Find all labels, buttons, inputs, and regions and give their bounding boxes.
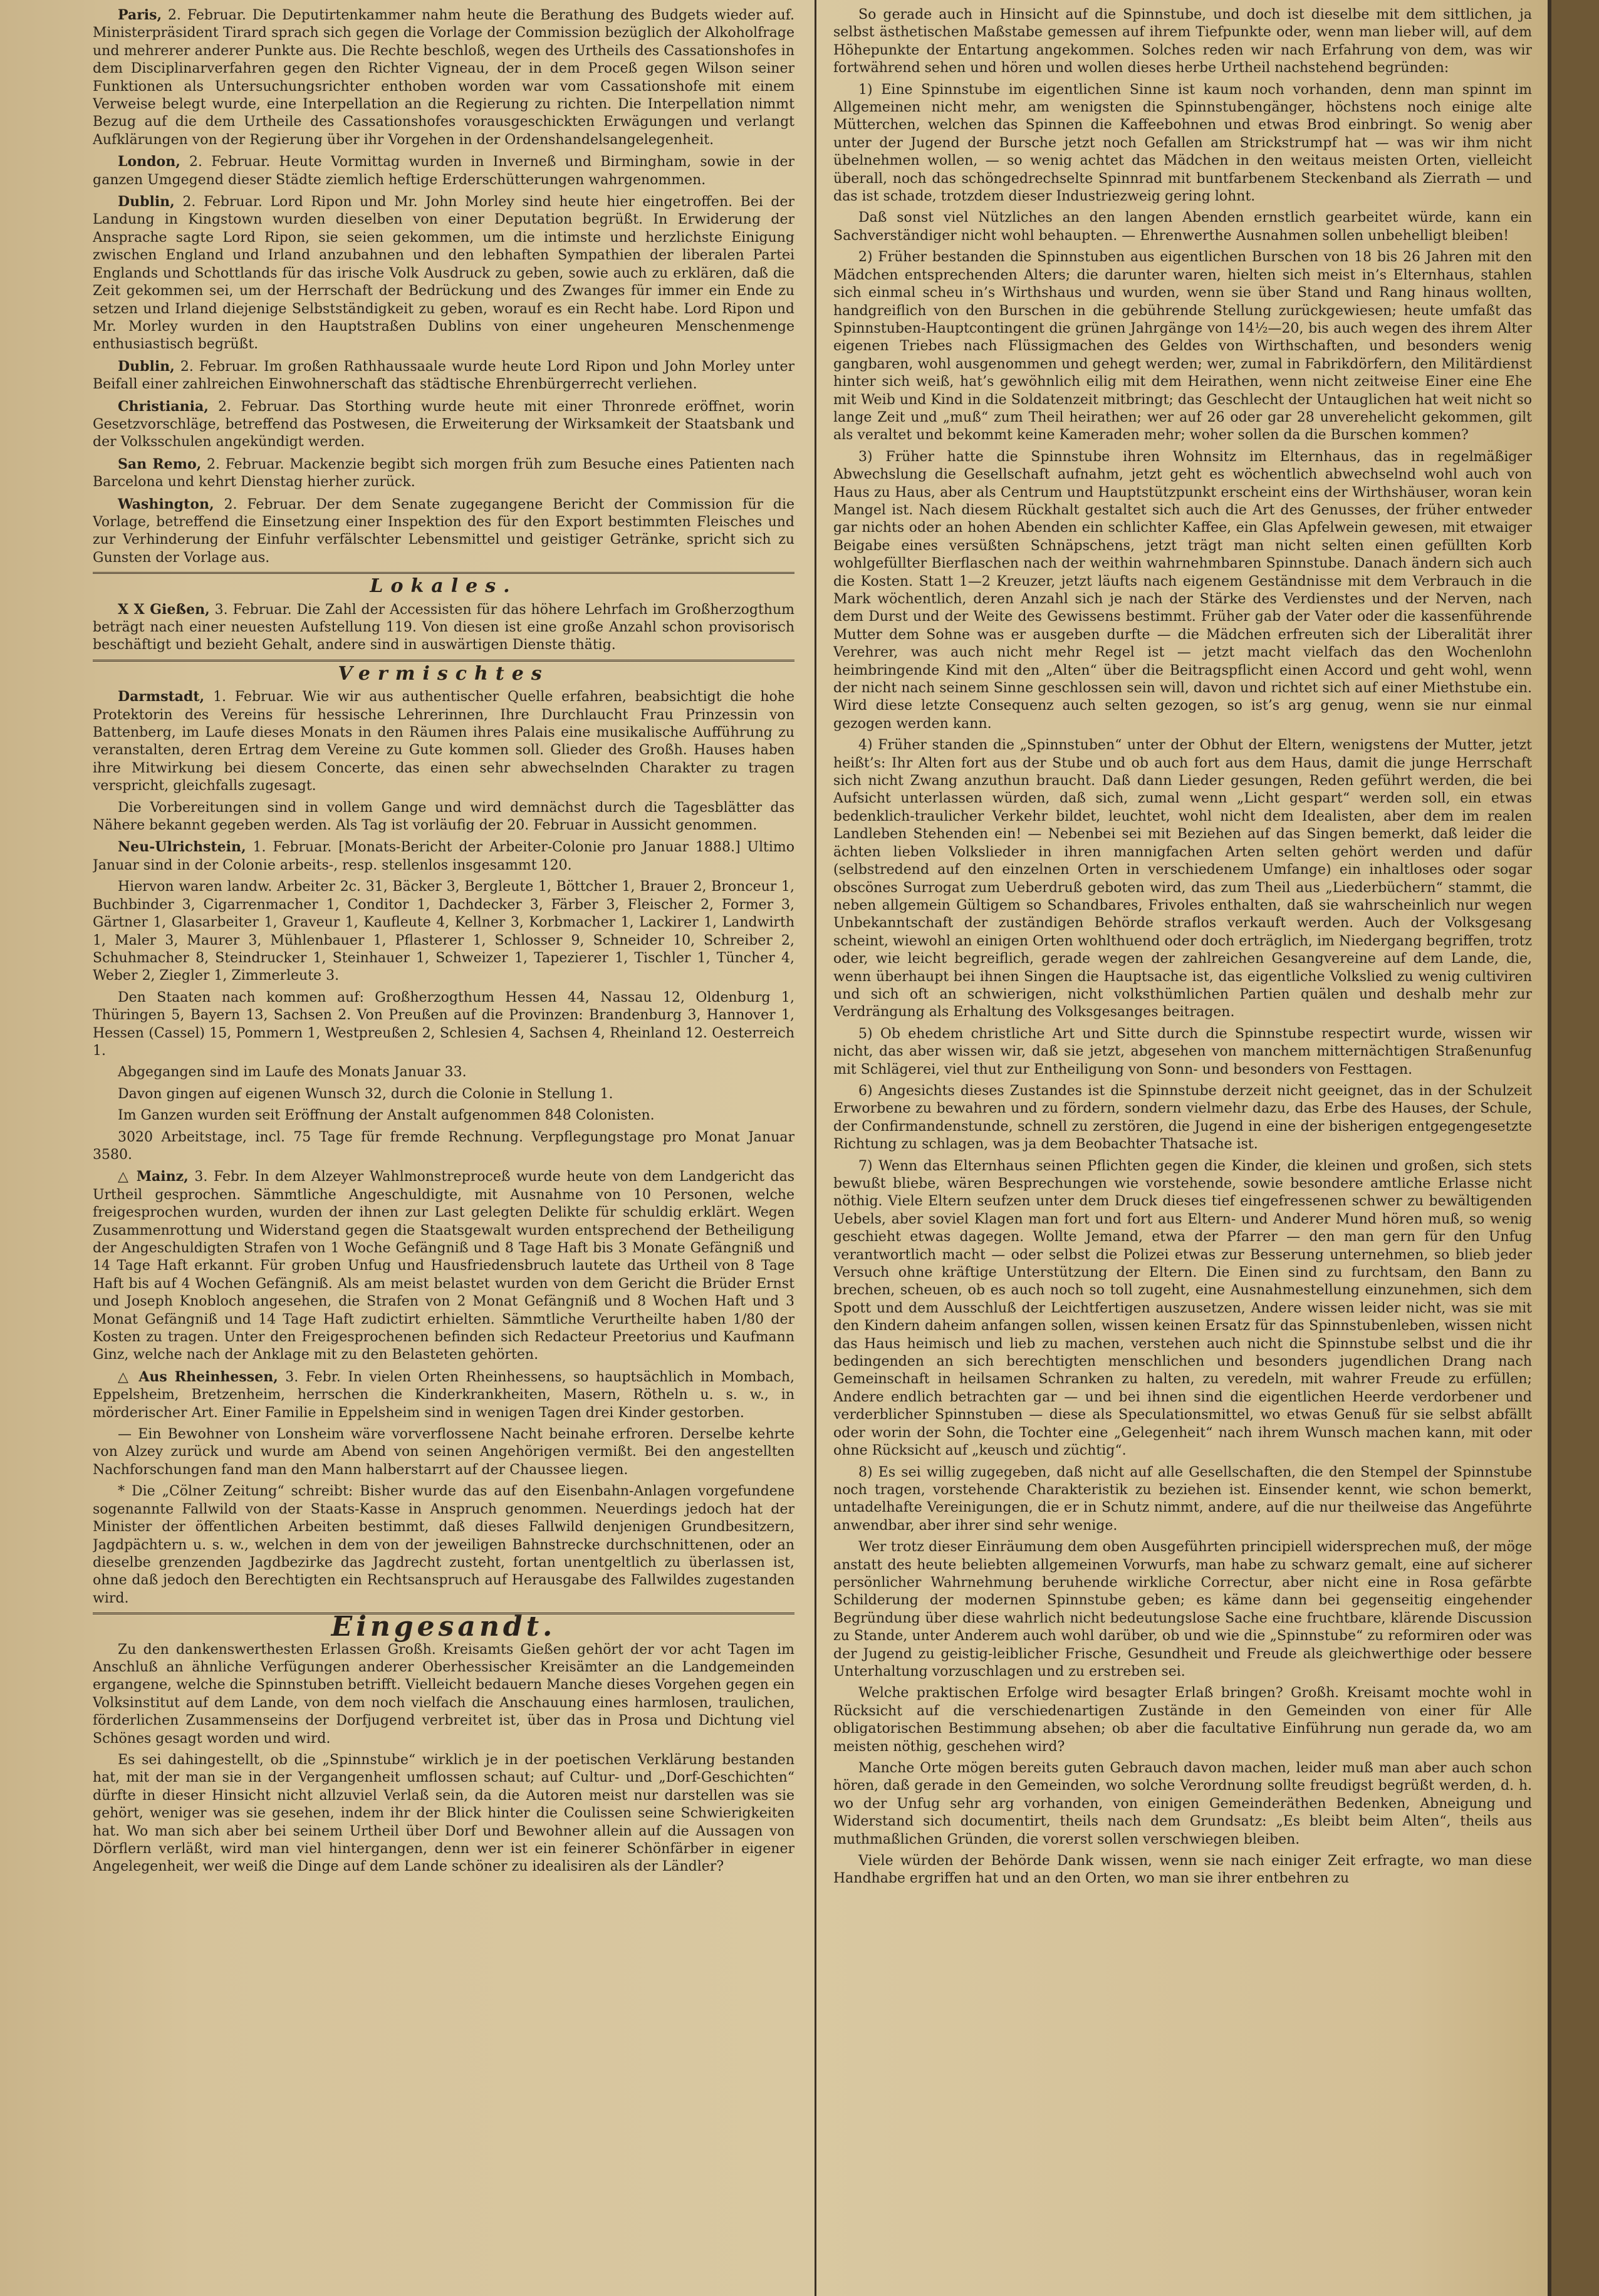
- eingesandt-section: [93, 1641, 794, 1876]
- dateline-place: X X Gießen,: [118, 601, 210, 618]
- article-paragraph: Zu den dankenswerthesten Erlassen Großh. Kreisamts Gießen gehört der vor acht Tagen im Anschluß an ähnliche Verfügungen anderer Oberhessischer Kreisämter an die Landgemeinden ergangene, welche die Spinnstuben betrifft. Vielleicht bedauern Manche dieses Vorgehen gegen ein Volksinstitut auf dem Lande, von dem noch vielfach die Anschauung eines harmlosen, traulichen, förderlichen Zusammenseins der Dorfjugend verbreitet ist, über das in Prosa und Dichtung viel Schönes gesagt worden und wird.: [93, 1641, 794, 1747]
- news-item: [93, 1086, 794, 1103]
- dateline-place: △ Mainz,: [118, 1168, 189, 1185]
- news-text: 1. Februar. [Monats-Bericht der Arbeiter-Colonie pro Januar 1888.] Ultimo Januar sind in der Colonie arbeits-, resp. stellenlos insgesammt 120.: [93, 839, 794, 873]
- news-text: * Die „Cölner Zeitung“ schreibt: Bisher wurde das auf den Eisenbahn-Anlagen vorgefundene sogenannte Fallwild von der Staats-Kasse in Anspruch genommen. Neuerdings jedoch hat der Minister der öffentlichen Arbeiten bestimmt, daß dieses Fallwild denjenigen Grundbesitzern, Jagdpächtern u. s. w., welchen in dem von der jeweiligen Bahnstrecke durchschnittenen, oder an dieselbe grenzenden Jagdbezirke das Jagdrecht zusteht, fortan unentgeltlich zu überlassen ist, ohne daß jedoch den Berechtigten ein Rechtsanspruch auf Herausgabe des Fallwildes zugestanden wird.: [93, 1483, 794, 1606]
- news-item: [93, 838, 794, 875]
- eingesandt-heading: Eingesandt.: [331, 1611, 556, 1643]
- news-item: [93, 688, 794, 795]
- article-paragraph: 6) Angesichts dieses Zustandes ist die Spinnstube derzeit nicht geeignet, das in der Schulzeit Erworbene zu bewahren und zu fördern, sondern vielmehr dazu, das Erbe des Hauses, der Schule, der Confirmandenstunde, schnell zu zerstören, die Jugend in eine der bisherigen entgegengesetzte Richtung zu schlagen, was ja dem Beobachter Thatsache ist.: [833, 1083, 1532, 1153]
- news-item: [93, 398, 794, 452]
- news-item: [93, 193, 794, 354]
- article-paragraph: 8) Es sei willig zugegeben, daß nicht auf alle Gesellschaften, die den Stempel der Spinnstube noch tragen, vorstehende Charakteristik zu beziehen ist. Einsender kennt, wie schon bemerkt, untadelhafte Vereinigungen, die er in Schutz nimmt, andere, auf die nur theilweise das Angeführte anwendbar, aber ihrer sind sehr wenige.: [833, 1464, 1532, 1534]
- news-text: — Ein Bewohner von Lonsheim wäre vorverflossene Nacht beinahe erfroren. Derselbe kehrte von Alzey zurück und wurde am Abend von seinen Angehörigen vermißt. Bei den angestellten Nachforschungen fand man den Mann halberstarrt auf der Chaussee liegen.: [93, 1426, 794, 1478]
- section-rule: [93, 660, 794, 662]
- news-text: Abgegangen sind im Laufe des Monats Januar 33.: [118, 1064, 467, 1081]
- dateline-place: △ Aus Rheinhessen,: [118, 1368, 278, 1385]
- article-paragraph: 5) Ob ehedem christliche Art und Sitte durch die Spinnstube respectirt wurde, wissen wir nicht, das aber wissen wir, daß sie jetzt, abgesehen von manchem mitternächtigen Straßenunfug mit Schlägerei, viel thut zur Entheiligung von Sonn- und besonders von Festtagen.: [833, 1026, 1532, 1078]
- news-item: [93, 6, 794, 149]
- section-rule: [93, 572, 794, 574]
- article-paragraph: So gerade auch in Hinsicht auf die Spinnstube, und doch ist dieselbe mit dem sittlichen, ja selbst ästhetischen Maßstabe gemessen auf ihrem Tiefpunkte oder, wenn man lieber will, auf dem Höhepunkte der Entartung angekommen. Solches reden wir nach Erfahrung von dem, was wir fortwährend sehen und hören und wollen dieses herbe Urtheil nachstehend begründen:: [833, 7, 1532, 76]
- article-paragraph: Welche praktischen Erfolge wird besagter Erlaß bringen? Großh. Kreisamt mochte wohl in Rücksicht auf die verschiedenartigen Zustände in den Gemeinden von einer für Alle obligatorischen Bestimmung absehen; ob aber die facultative Einführung nun gerade da, wo am meisten nöthig, geschehen wird?: [833, 1685, 1532, 1755]
- eingesandt-continuation: [833, 6, 1532, 1888]
- news-item: [93, 1368, 794, 1422]
- news-item: [93, 989, 794, 1061]
- article-paragraph: 7) Wenn das Elternhaus seinen Pflichten gegen die Kinder, die kleinen und großen, sich stets bewußt bliebe, wären Besprechungen wie vorstehende, sowie besondere amtliche Erlasse nicht nöthig. Viele Eltern seufzen unter dem Druck dieses tief eingefressenen schwer zu bewältigenden Uebels, aber soviel Klagen man fort und fort aus Eltern- und Anderer Mund hören muß, so wenig geschieht etwas dagegen. Wollte Jemand, etwa der Pfarrer — den man gern für den Unfug verantwortlich macht — oder selbst die Polizei etwas zur Besserung unternehmen, so blieb jeder Versuch ohne kräftige Unterstützung der Eltern. Die Einen sind zu furchtsam, den Bann zu brechen, scheuen, ob es auch noch so toll zugeht, eine Ausnahmestellung einzunehmen, sich dem Spott und dem Ausschluß der Leichtfertigen auszusetzen, Andere wissen leider nicht, was sie mit den Kindern daheim anfangen sollen, wissen keinen Ersatz für das Spinnstubenleben, wissen nicht das Haus heimisch und lieb zu machen, verstehen auch nicht die Spinnstube selbst und die ihr bedingenden an sich berechtigten menschlichen und besonders jugendlichen Drang nach Gemeinschaft in heilsamen Schranken zu halten, zu veredeln, mit wahrer Freude zu erfüllen; Andere endlich betrachten gar — und bei ihnen sind die eigentlichen Heerde verdorbener und verderblicher Spinnstuben — diese als Speculationsmittel, wo etwas Genuß für sie selbst abfällt oder worin der Sohn, die Tochter eine „Gelegenheit“ nach ihrem Wunsch machen kann, mit oder ohne Rücksicht auf „keusch und züchtig“.: [833, 1158, 1532, 1459]
- news-text: Die Vorbereitungen sind in vollem Gange und wird demnächst durch die Tagesblätter das Nähere bekannt gegeben werden. Als Tag ist vorläufig der 20. Februar in Aussicht genommen.: [93, 799, 794, 834]
- news-item: [93, 1129, 794, 1165]
- news-item: [93, 496, 794, 568]
- dateline-place: Darmstadt,: [118, 688, 205, 705]
- article-paragraph: 1) Eine Spinnstube im eigentlichen Sinne ist kaum noch vorhanden, denn man spinnt im Allgemeinen nicht mehr, am wenigsten die Spinnstubengänger, höchstens noch einige alte Mütterchen, welchen das Spinnen die Kaffeebohnen und etwas Brod einbringt. So wenig aber unter der Jugend der Bursche jetzt noch Gefallen am Strickstrumpf hat — was wir ihm nicht übelnehmen wollen, — so wenig achtet das Mädchen in den weitaus meisten Orten, vielleicht überall, noch das schöngedrechselte Spinnrad mit buntfarbenem Steckenband als Zierrath — und das ist schade, trotzdem dieser Industriezweig gering lohnt.: [833, 81, 1532, 205]
- news-item: [93, 455, 794, 492]
- news-item: [93, 1107, 794, 1125]
- news-item: [93, 358, 794, 394]
- dateline-place: Dublin,: [118, 194, 175, 210]
- news-text: Den Staaten nach kommen auf: Großherzogthum Hessen 44, Nassau 12, Oldenburg 1, Thüringen 5, Bayern 13, Sachsen 2. Von Preußen auf die Provinzen: Brandenburg 3, Hannover 1, Hessen (Cassel) 15, Pommern 1, Westpreußen 2, Schlesien 4, Sachsen 4, Rheinland 12. Oesterreich 1.: [93, 989, 794, 1059]
- article-paragraph: Wer trotz dieser Einräumung dem oben Ausgeführten principiell widersprechen muß, der möge anstatt des heute beliebten allgemeinen Vorwurfs, man habe zu schwarz gemalt, eine auf sicherer persönlicher Wahrnehmung beruhende wirkliche Correctur, aber nicht eine in Rosa gefärbte Schilderung der modernen Spinnstube geben; es käme dann bei gegenseitig eingehender Begründung über diese wahrlich nicht bedeutungslose Sache eine fruchtbare, klärende Discussion zu Stande, unter Anderem auch wohl darüber, ob und wie die „Spinnstube“ zu reformiren oder was der Jugend zu geistig-leiblicher Frische, Gesundheit und Freude als gleichwerthige oder bessere Unterhaltung vorzuschlagen und zu erstreben sei.: [833, 1539, 1532, 1680]
- article-paragraph: Es sei dahingestellt, ob die „Spinnstube“ wirklich je in der poetischen Verklärung bestanden hat, mit der man sie in der Vergangenheit umflossen schaut; auf Cultur- und „Dorf-Geschichten“ dürfte in dieser Hinsicht nicht allzuviel Verlaß sein, da die Autoren meist nur darstellen was sie gehört, weniger was sie gesehen, indem ihr der Blick hinter die Coulissen seine Schwierigkeiten hat. Wo man sich aber bei seinem Urtheil über Dorf und Bewohner allein auf die Aussagen von Dörflern verläßt, wird man viel hintergangen, denn wer ist ein feinerer Schönfärber in eigener Angelegenheit, wer weiß die Dinge auf dem Lande schöner zu idealisiren als der Ländler?: [93, 1752, 794, 1875]
- lokales-section: [93, 601, 794, 655]
- news-item: [93, 153, 794, 189]
- news-text: 2. Februar. Im großen Rathhaussaale wurde heute Lord Ripon und John Morley unter Beifall einer zahlreichen Einwohnerschaft das städtische Ehrenbürgerrecht verliehen.: [93, 358, 794, 393]
- news-item: [93, 1168, 794, 1364]
- article-paragraph: Daß sonst viel Nützliches an den langen Abenden ernstlich gearbeitet würde, kann ein Sachverständiger nicht wohl behaupten. — Ehrenwerthe Ausnahmen sollen unbehelligt bleiben!: [833, 210, 1532, 244]
- dateline-place: Dublin,: [118, 358, 175, 375]
- article-paragraph: Manche Orte mögen bereits guten Gebrauch davon machen, leider muß man aber auch schon hören, daß gerade in den Gemeinden, wo solche Verordnung sollte freudigst begrüßt werden, d. h. wo der Unfug sehr arg vorhanden, von einigen Gemeinderäthen Bedenken, Abneigung und Widerstand sich documentirt, theils nach dem Grundsatz: „Es bleibt beim Alten“, theils aus muthmaßlichen Gründen, die vorerst sollen verschwiegen bleiben.: [833, 1760, 1532, 1847]
- news-section: [93, 6, 794, 567]
- news-item: [93, 1483, 794, 1608]
- right-column: [833, 6, 1532, 2283]
- news-text: Hiervon waren landw. Arbeiter 2c. 31, Bäcker 3, Bergleute 1, Böttcher 1, Brauer 2, Bronceur 1, Buchbinder 3, Cigarrenmacher 1, Conditor 1, Dachdecker 3, Färber 3, Fleischer 2, Former 3, Gärtner 1, Glasarbeiter 1, Graveur 1, Kaufleute 4, Kellner 3, Korbmacher 1, Lackirer 1, Landwirth 1, Maler 3, Maurer 3, Mühlenbauer 1, Pflasterer 1, Schlosser 9, Schneider 10, Schreiber 2, Schuhmacher 8, Steindrucker 1, Steinhauer 1, Schweizer 1, Tapezierer 1, Tischler 1, Tüncher 4, Weber 2, Ziegler 1, Zimmerleute 3.: [93, 879, 794, 984]
- news-item: [93, 601, 794, 655]
- article-paragraph: 4) Früher standen die „Spinnstuben“ unter der Obhut der Eltern, wenigstens der Mutter, jetzt heißt’s: Ihr Alten fort aus der Stube und ob auch fort aus dem Haus, damit die junge Herrschaft sich nicht Zwang anzuthun braucht. Daß dann Lieder gesungen, Reden geführt werden, die bei Aufsicht unterlassen würden, daß sich, zumal wenn „Licht gespart“ werden soll, ein etwas bedenklich-traulicher Verkehr bildet, leuchtet, wohl nicht dem Idealisten, aber dem im realen Landleben Stehenden ein! — Nebenbei sei mit Beziehen auf das Singen bemerkt, daß leider die ächten lieben Volkslieder in ihren mannigfachen Arten selten gehört werden und dafür (selbstredend auf den einzelnen Orten in verschiedenem Umfange) ein inhaltloses oder sogar obscönes Surrogat zum Ueberdruß geboten wird, das zum Theil aus „Liederbüchern“ stammt, die neben allgemein Gültigem so Schandbares, Frivoles enthalten, daß sie wahrscheinlich nur wegen Unbekanntschaft der zuständigen Behörde straflos verkauft werden. Auch der Volksgesang scheint, wiewohl an einigen Orten wohlthuend oder doch erträglich, im Niedergang begriffen, trotz oder, wie leicht begreiflich, gerade wegen der zahlreichen Gesangvereine auf dem Lande, die, wenn überhaupt bei ihnen Singen die Hauptsache ist, das eigentliche Volkslied zu wenig cultiviren und sich oft an schwierigen, nicht volksthümlichen Partien quälen und deshalb mehr zur Verdrängung als Erhaltung des Volksgesanges beitragen.: [833, 737, 1532, 1021]
- article-paragraph: 2) Früher bestanden die Spinnstuben aus eigentlichen Burschen von 18 bis 26 Jahren mit den Mädchen entsprechenden Alters; die darunter waren, hielten sich meist in’s Elternhaus, stahlen sich einmal scheu in’s Wirthshaus und wurden, wenn sie über Stand und Rang hinaus wollten, handgreiflich von den Burschen in die gebührende Stellung zurückgewiesen; heute umfaßt das Spinnstuben-Hauptcontingent die grünen Jahrgänge von 14½—20, bis auch wegen des ihrem Alter eigenen Triebes nach Flüssigmachen des Geldes von Wirthschaften, und besonders wenig gangbaren, wohl ausgenommen und gehegt werden; wer, zumal in Fabrikdörfern, den Militärdienst hinter sich weiß, hat’s gewöhnlich eilig mit dem Heirathen, wenn nicht zeitweise Einer eine Ehe mit Weib und Kind in die Soldatenzeit mitbringt; das Geschlecht der Untauglichen hat weit nicht so lange Zeit und „muß“ zum Theil heirathen; wer auf 26 oder gar 28 unverehelicht gekommen, gilt als veraltet und bekommt keine Kameraden mehr; woher sollen da die Burschen kommen?: [833, 249, 1532, 444]
- news-text: 2. Februar. Der dem Senate zugegangene Bericht der Commission für die Vorlage, betreffend die Einsetzung einer Inspektion des für den Export bestimmten Fleisches und zur Verhinderung der Einfuhr verfälschter Lebensmittel und geistiger Getränke, spricht sich zu Gunsten der Vorlage aus.: [93, 496, 794, 566]
- news-item: [93, 1426, 794, 1479]
- news-text: 2. Februar. Heute Vormittag wurden in Inverneß und Birmingham, sowie in der ganzen Umgegend dieser Städte ziemlich heftige Erderschütterungen wahrgenommen.: [93, 154, 794, 188]
- news-text: 1. Februar. Wie wir aus authentischer Quelle erfahren, beabsichtigt die hohe Protektorin des Vereins für hessische Lehrerinnen, Ihre Durchlaucht Frau Prinzessin von Battenberg, im Laufe dieses Monats in den Räumen ihres Palais eine musikalische Aufführung zu veranstalten, deren Ertrag dem Vereine zu Gute kommen soll. Glieder des Großh. Hauses haben ihre Mitwirkung bei diesem Concerte, das einen sehr abwechselnden Charakter zu tragen verspricht, gleichfalls zugesagt.: [93, 689, 794, 794]
- vermischtes-section: [93, 688, 794, 1608]
- dateline-place: London,: [118, 153, 180, 170]
- column-divider: [815, 0, 816, 2296]
- news-text: Im Ganzen wurden seit Eröffnung der Anstalt aufgenommen 848 Colonisten.: [118, 1108, 655, 1124]
- article-paragraph: 3) Früher hatte die Spinnstube ihren Wohnsitz im Elternhaus, das in regelmäßiger Abwechslung die Gesellschaft aufnahm, jetzt geht es wöchentlich abwechselnd wohl auch von Haus zu Haus, aber als Centrum und Hauptstützpunkt erscheint eins der Wirthshäuser, woran kein Mangel ist. Nach diesem Rückhalt gestaltet sich auch die Art des Genusses, der früher entweder gar nichts oder an hohen Abenden ein schlichter Kaffee, ein Glas Apfelwein gewesen, mit etwaiger Beigabe eines versüßten Schnäpschens, jetzt trägt man nicht selten einen gefüllten Korb wohlgefüllter Bierflaschen nach der weithin wahrnehmbaren Spinnstube. Danach ändern sich auch die Kosten. Statt 1—2 Kreuzer, jetzt läufts nach eigenem Geständnisse mit dem Verbrauch in die Mark wöchentlich, deren Anzahl sich je nach der Stärke des Verdienstes und der Nerven, nach dem Durst und der Weite des Gewissens bestimmt. Früher gab der Vater oder die kassenführende Mutter dem Sohne was er ausgeben durfte — die Mädchen erfreuten sich der Liberalität ihrer Verehrer, was auch nicht mehr Regel ist — jetzt macht vielfach das den Wochenlohn heimbringende Kind mit den „Alten“ über die Beitragspflicht einen Accord und geht wohl, wenn der nicht nach seinem Sinne geschlossen sein will, davon und richtet sich auf einer Miethstube ein. Wird diese letzte Consequenz auch selten gezogen, so ist’s arg genug, wenn sie nur einmal gezogen werden kann.: [833, 449, 1532, 732]
- dateline-place: Neu-Ulrichstein,: [118, 839, 246, 856]
- lokales-heading: Lokales.: [370, 575, 518, 598]
- dateline-place: Christiania,: [118, 398, 209, 415]
- vermischtes-heading: Vermischtes: [338, 662, 549, 685]
- dateline-place: Paris,: [118, 7, 162, 23]
- news-text: Davon gingen auf eigenen Wunsch 32, durch die Colonie in Stellung 1.: [118, 1086, 613, 1102]
- news-text: 3. Februar. Die Zahl der Accessisten für das höhere Lehrfach im Großherzogthum beträgt nach einer neuesten Aufstellung 119. Von diesen ist eine große Anzahl schon provisorisch beschäftigt und bezieht Gehalt, andere sind in auswärtigen Dienste thätig.: [93, 601, 794, 653]
- news-item: [93, 799, 794, 835]
- news-text: 3. Febr. In dem Alzeyer Wahlmonstreproceß wurde heute von dem Landgericht das Urtheil gesprochen. Sämmtliche Angeschuldigte, mit Ausnahme von 10 Personen, welche freigesprochen wurden, wurden der ihnen zur Last gelegten Delikte für schuldig erklärt. Wegen Zusammenrottung und Widerstand gegen die Staatsgewalt wurden entsprechend der Betheiligung der Angeschuldigten Strafen von 1 Woche Gefängniß und 8 Tage Haft bis 3 Monate Gefängniß und 14 Tage Haft erkannt. Für groben Unfug und Hausfriedensbruch lautete das Urtheil von 8 Tage Haft bis auf 4 Wochen Gefängniß. Als am meist belastet wurden von dem Gericht die Brüder Ernst und Joseph Knobloch angesehen, die Strafen von 2 Monat Gefängniß und 8 Wochen Haft und 3 Monat Gefängniß und 14 Tage Haft zudictirt erhielten. Sämmtliche Verurtheilte haben 1/80 der Kosten zu tragen. Unter den Freigesprochenen befinden sich Redacteur Preetorius und Kaufmann Ginz, welche nach der Anklage mit zu den Belasteten gehörten.: [93, 1169, 794, 1363]
- dateline-place: San Remo,: [118, 455, 202, 472]
- left-column: [93, 6, 794, 2283]
- news-text: 2. Februar. Die Deputirtenkammer nahm heute die Berathung des Budgets wieder auf. Ministerpräsident Tirard sprach sich gegen die Vorlage der Commission bezüglich der Alkoholfrage und mehrerer anderer Punkte aus. Die Rechte beschloß, wegen des Urtheils des Cassationshofes in dem Disciplinarverfahren gegen den Richter Vigneau, der in dem Proceß gegen Wilson seiner Funktionen als Untersuchungsrichter enthoben worden war vom Cassationshofe mit einem Verweise belegt wurde, eine Interpellation an die Regierung zu richten. Die Interpellation nimmt Bezug auf die dem Urtheile des Cassationshofes vorausgeschickten Erwägungen und verlangt Aufklärungen von der Regierung über ihr Vorgehen in der Ordenshandelsangelegenheit.: [93, 8, 794, 148]
- news-item: [93, 1064, 794, 1081]
- article-paragraph: Viele würden der Behörde Dank wissen, wenn sie nach einiger Zeit erfragte, wo man diese Handhabe ergriffen hat und an den Orten, wo man sie ihrer entbehren zu: [833, 1853, 1532, 1887]
- news-text: 2. Februar. Lord Ripon und Mr. John Morley sind heute hier eingetroffen. Bei der Landung in Kingstown wurden dieselben von einer Deputation begrüßt. In Erwiderung der Ansprache sagte Lord Ripon, sie seien gekommen, um die intimste und herzlichste Einigung zwischen England und Irland anzubahnen und den lebhaften Sympathien der liberalen Partei Englands und Schottlands für das irische Volk Ausdruck zu geben, sowie auch zu erklären, daß die Zeit gekommen sei, um der Herrschaft der Bedrückung und des Zwanges für immer ein Ende zu setzen und Irland diejenige Selbstständigkeit zu geben, worauf es ein Recht habe. Lord Ripon und Mr. Morley wurden in den Hauptstraßen Dublins von einer ungeheuren Menschenmenge enthusiastisch begrüßt.: [93, 194, 794, 353]
- news-text: 3. Febr. In vielen Orten Rheinhessens, so hauptsächlich in Mombach, Eppelsheim, Bretzenheim, herrschen die Kinderkrankheiten, Masern, Rötheln u. s. w., in mörderischer Art. Einer Familie in Eppelsheim sind in wenigen Tagen drei Kinder gestorben.: [93, 1369, 794, 1421]
- news-text: 2. Februar. Mackenzie begibt sich morgen früh zum Besuche eines Patienten nach Barcelona und kehrt Dienstag hierher zurück.: [93, 456, 794, 491]
- page-binding-edge: [1551, 0, 1599, 2296]
- news-text: 2. Februar. Das Storthing wurde heute mit einer Thronrede eröffnet, worin Gesetzvorschläge, betreffend das Postwesen, die Erweiterung der Wirksamkeit der Staatsbank und der Volksschulen angekündigt werden.: [93, 398, 794, 450]
- news-text: 3020 Arbeitstage, incl. 75 Tage für fremde Rechnung. Verpflegungstage pro Monat Januar 3580.: [93, 1129, 794, 1163]
- dateline-place: Washington,: [118, 496, 214, 512]
- news-item: [93, 878, 794, 985]
